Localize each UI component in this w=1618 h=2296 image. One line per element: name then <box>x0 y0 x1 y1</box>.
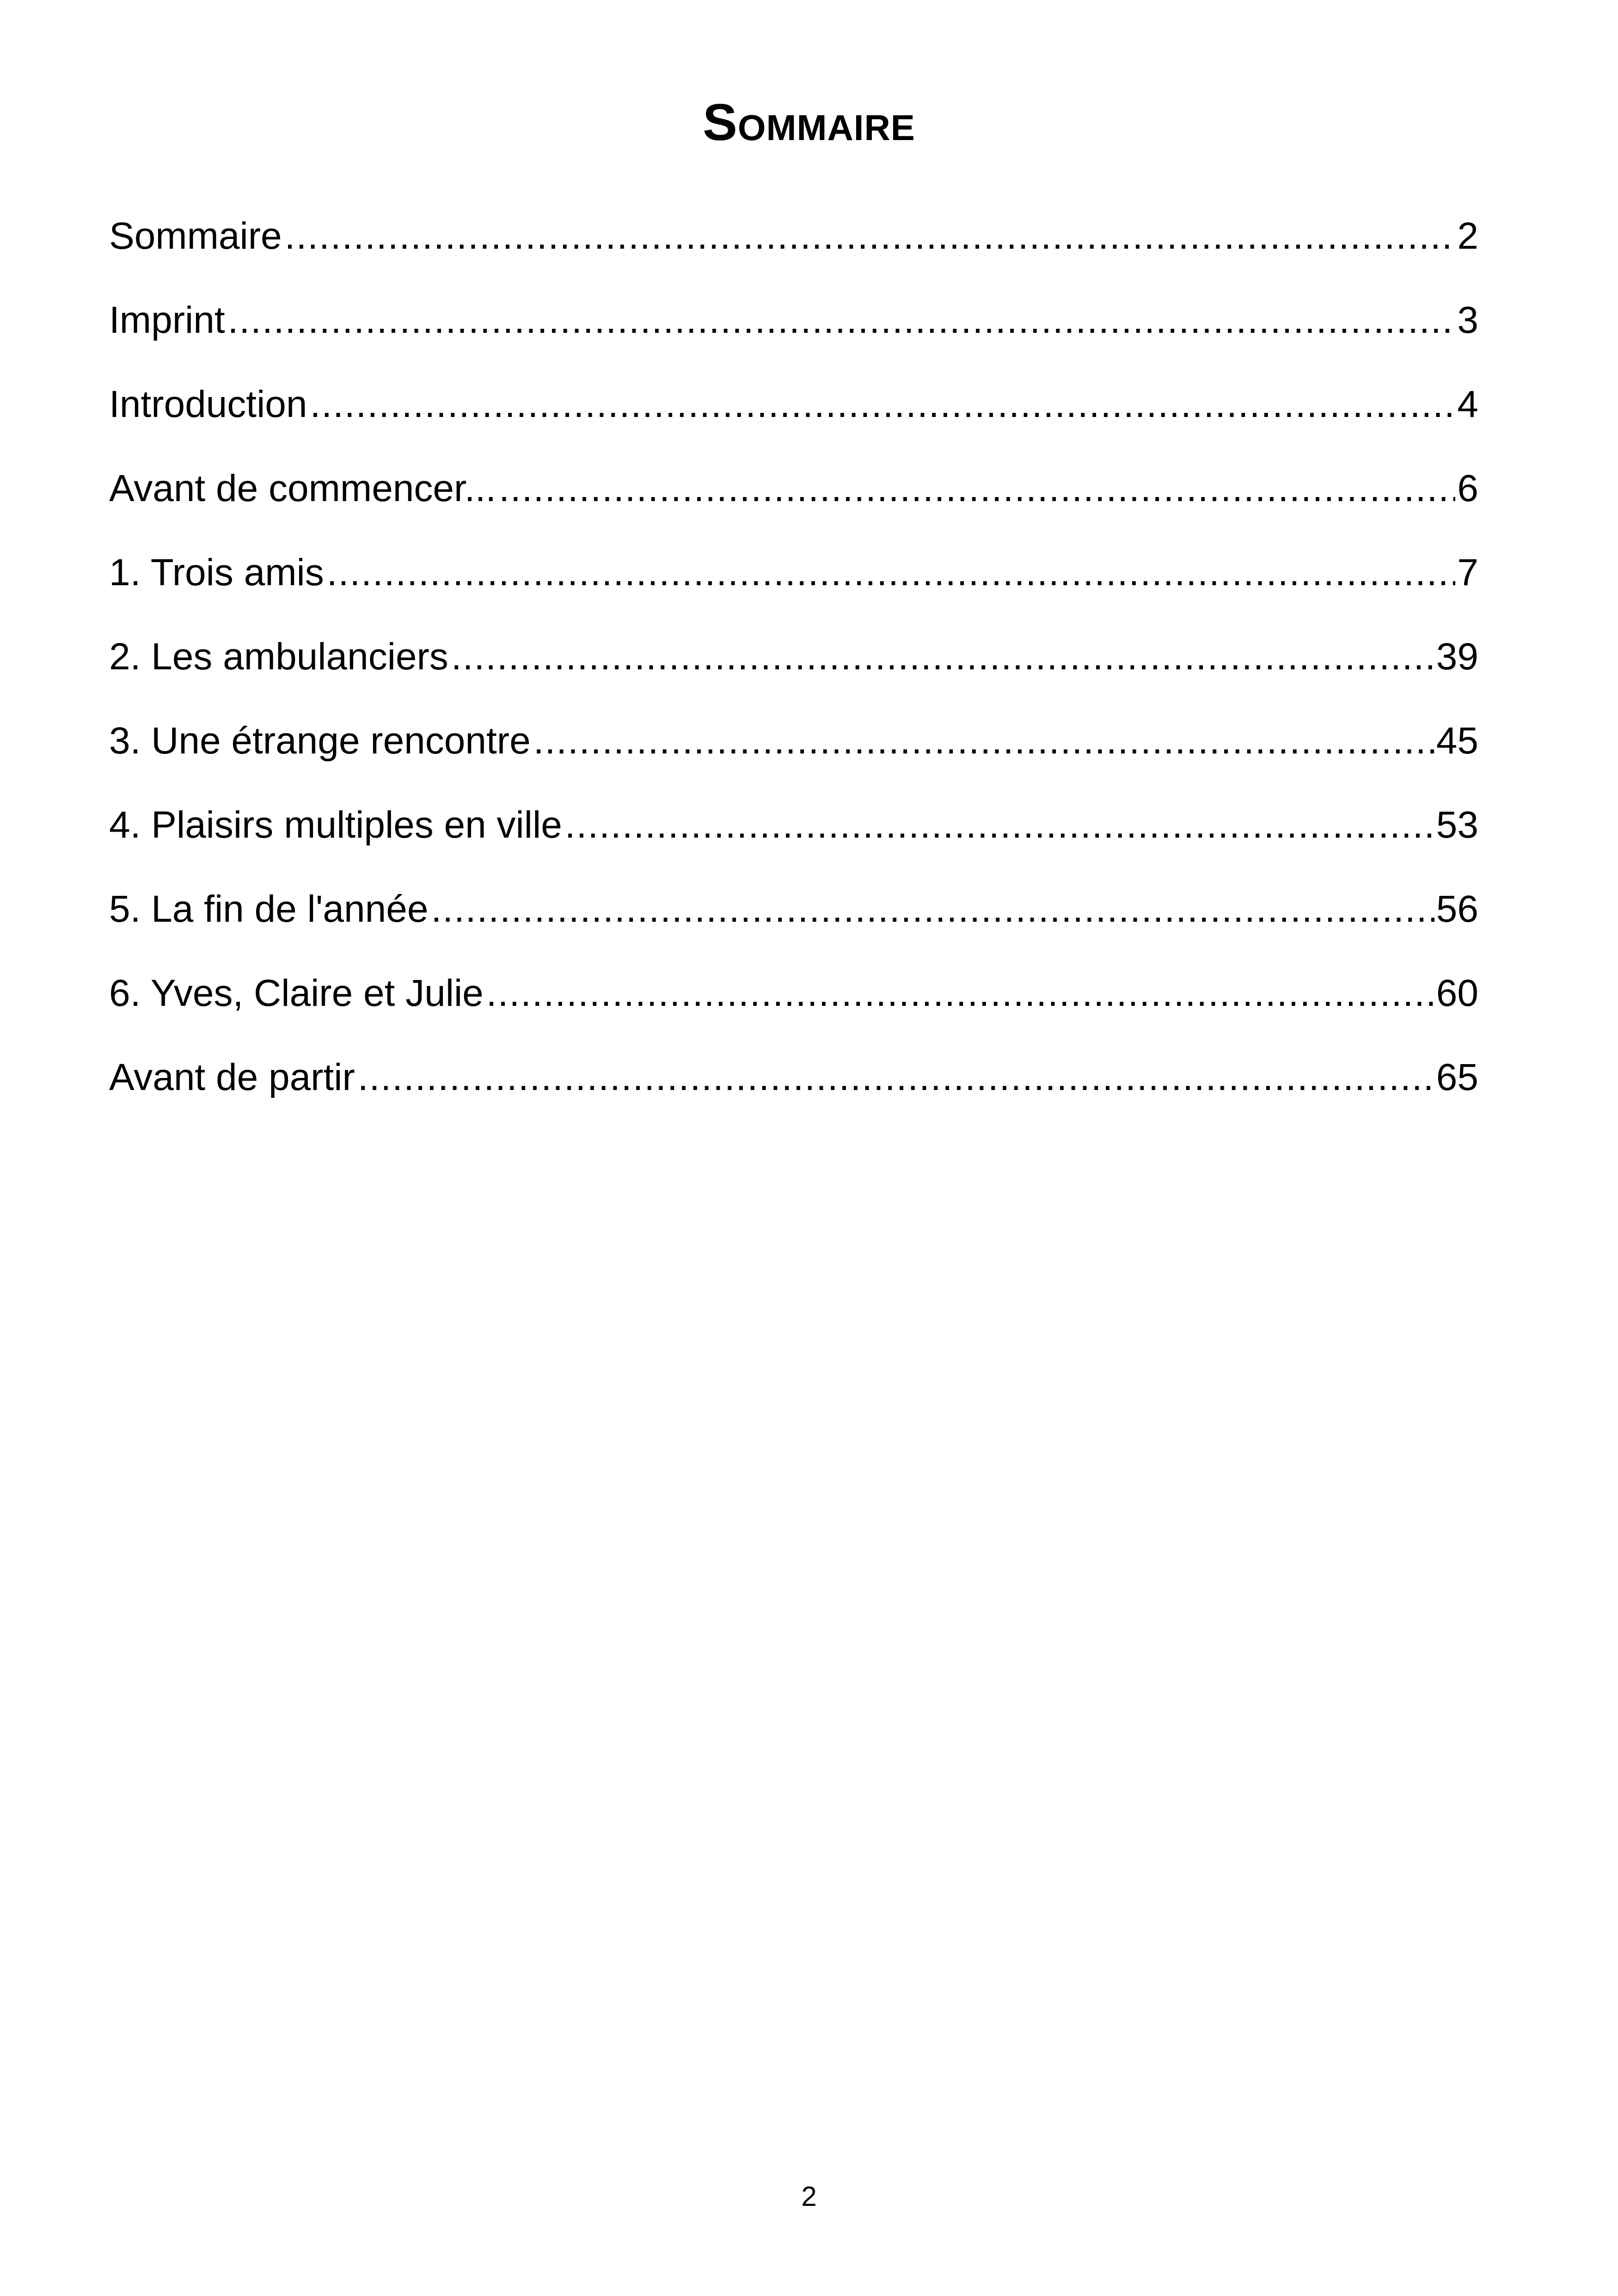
page-title: Sommaire <box>703 93 915 151</box>
dot-leader <box>358 1035 1434 1120</box>
toc-entry-page: 53 <box>1436 804 1478 846</box>
toc-entry-avant-de-partir[interactable] <box>109 1035 1478 1120</box>
page-number: 2 <box>801 2181 817 2212</box>
toc-entry-chapter-4[interactable] <box>109 783 1478 867</box>
toc-entry-introduction[interactable] <box>109 362 1478 447</box>
toc-entry-label: Avant de partir <box>109 1056 355 1098</box>
dot-leader <box>310 362 1456 447</box>
toc-entry-label: 4. Plaisirs multiples en ville <box>109 804 562 846</box>
toc-entry-page: 39 <box>1436 636 1478 678</box>
dot-leader <box>228 278 1456 362</box>
dot-leader <box>499 447 1455 531</box>
toc-entry-label: 5. La fin de l'année <box>109 888 429 930</box>
toc-entry-chapter-5[interactable] <box>109 867 1478 951</box>
table-of-contents <box>109 194 1478 1120</box>
toc-entry-label: Avant de commencer... <box>109 467 496 509</box>
dot-leader <box>533 699 1434 783</box>
dot-leader <box>327 531 1456 615</box>
toc-entry-avant-de-commencer[interactable] <box>109 447 1478 531</box>
dot-leader <box>431 867 1434 951</box>
toc-entry-label: 1. Trois amis <box>109 551 324 594</box>
dot-leader <box>565 783 1434 867</box>
toc-entry-page: 65 <box>1436 1056 1478 1098</box>
toc-entry-label: 3. Une étrange rencontre <box>109 720 531 762</box>
toc-entry-label: 6. Yves, Claire et Julie <box>109 972 484 1014</box>
toc-entry-page: 56 <box>1436 888 1478 930</box>
toc-entry-page: 2 <box>1457 215 1478 257</box>
toc-entry-page: 60 <box>1436 972 1478 1014</box>
toc-entry-page: 6 <box>1457 467 1478 509</box>
toc-entry-imprint[interactable] <box>109 278 1478 362</box>
toc-entry-label: 2. Les ambulanciers <box>109 636 448 678</box>
toc-entry-chapter-1[interactable] <box>109 531 1478 615</box>
dot-leader <box>486 951 1434 1035</box>
toc-entry-page: 3 <box>1457 299 1478 341</box>
toc-entry-label: Introduction <box>109 383 307 425</box>
dot-leader <box>451 615 1434 699</box>
dot-leader <box>285 194 1456 278</box>
toc-entry-page: 7 <box>1457 551 1478 594</box>
toc-entry-sommaire[interactable] <box>109 194 1478 278</box>
toc-entry-label: Imprint <box>109 299 225 341</box>
toc-entry-page: 45 <box>1436 720 1478 762</box>
toc-entry-chapter-3[interactable] <box>109 699 1478 783</box>
toc-entry-chapter-6[interactable] <box>109 951 1478 1035</box>
toc-entry-chapter-2[interactable] <box>109 615 1478 699</box>
toc-entry-page: 4 <box>1457 383 1478 425</box>
toc-entry-label: Sommaire <box>109 215 282 257</box>
